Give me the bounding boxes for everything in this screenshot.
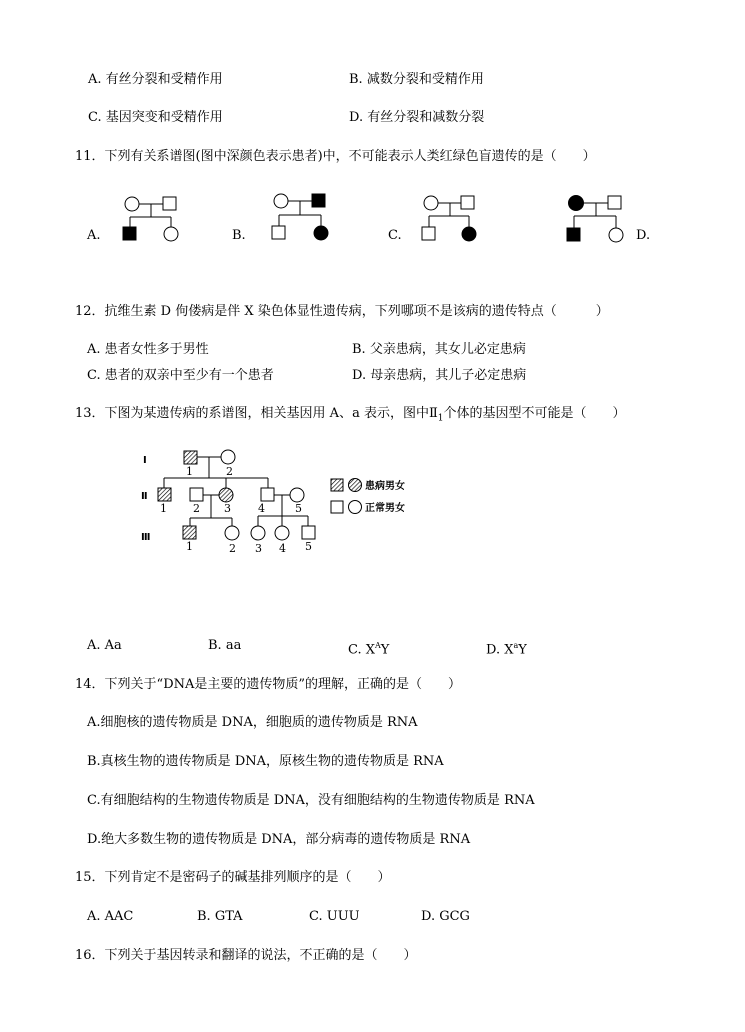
iii4-number: 4 [279, 542, 286, 555]
iii1-number: 1 [186, 540, 193, 553]
q13-pedigree [138, 440, 428, 560]
q10-option-d: D. 有丝分裂和减数分裂 [349, 110, 485, 125]
q14-option-b: B.真核生物的遗传物质是 DNA，原核生物的遗传物质是 RNA [87, 754, 444, 769]
ii1-affected-male [158, 488, 171, 501]
q12-option-c: C. 患者的双亲中至少有一个患者 [87, 368, 274, 383]
iii1-affected-male [183, 526, 196, 539]
q11-label-b: B. [232, 228, 246, 243]
i1-affected-male [184, 451, 197, 464]
legend-affected-male-icon [331, 479, 343, 491]
q15-option-b: B. GTA [197, 909, 243, 924]
q11-pedigree-c [417, 192, 479, 246]
q12-option-a: A. 患者女性多于男性 [87, 342, 209, 357]
i1-number: 1 [186, 465, 193, 478]
q16-stem: 16．下列关于基因转录和翻译的说法，不正确的是（ ） [75, 948, 417, 963]
iii5-number: 5 [305, 540, 312, 553]
q10-option-c: C. 基因突变和受精作用 [88, 110, 223, 125]
i2-normal-female [221, 450, 235, 464]
iii2-number: 2 [229, 542, 236, 555]
q11-pedigree-d [561, 191, 627, 247]
q11-label-a: A. [87, 228, 101, 243]
ii4-normal-male [261, 488, 274, 501]
q12-stem: 12．抗维生素 D 佝偻病是伴 X 染色体显性遗传病，下列哪项不是该病的遗传特点（ ） [75, 304, 609, 319]
q14-stem: 14．下列关于“DNA是主要的遗传物质”的理解，正确的是（ ） [75, 677, 462, 692]
q13-stem: 13．下图为某遗传病的系谱图，相关基因用 A、a 表示，图中$Ⅱ_1$个体的基因型不可能是（ ） [75, 406, 626, 424]
q11-stem: 11．下列有关系谱图(图中深颜色表示患者)中，不可能表示人类红绿色盲遗传的是（ ） [75, 149, 596, 164]
generation-label-1: Ⅰ [143, 455, 147, 466]
ii2-normal-male [190, 488, 203, 501]
iii3-number: 3 [255, 542, 262, 555]
iii3-normal-female [251, 526, 265, 540]
i2-number: 2 [226, 465, 233, 478]
q10-option-a: A. 有丝分裂和受精作用 [88, 72, 223, 87]
ii5-normal-female [290, 488, 304, 502]
q13-option-a: A. Aa [87, 638, 122, 653]
q13-option-c: C. $X^AY$ [348, 641, 390, 658]
q14-option-d: D.绝大多数生物的遗传物质是 DNA，部分病毒的遗传物质是 RNA [87, 832, 471, 847]
q11-label-d: D. [636, 228, 651, 243]
legend-affected-label: 患病男女 [365, 481, 405, 492]
q15-stem: 15．下列肯定不是密码子的碱基排列顺序的是（ ） [75, 870, 391, 885]
q15-option-c: C. UUU [309, 909, 360, 924]
q11-pedigree-b [267, 190, 329, 244]
q11-pedigree-a [118, 192, 180, 246]
generation-label-3: Ⅲ [141, 532, 151, 543]
q15-option-d: D. GCG [421, 909, 470, 924]
q12-option-d: D. 母亲患病，其儿子必定患病 [352, 368, 527, 383]
q14-option-c: C.有细胞结构的生物遗传物质是 DNA，没有细胞结构的生物遗传物质是 RNA [87, 793, 535, 808]
q10-option-b: B. 减数分裂和受精作用 [349, 72, 484, 87]
iii5-normal-male [302, 526, 315, 539]
q14-option-a: A.细胞核的遗传物质是 DNA，细胞质的遗传物质是 RNA [87, 715, 418, 730]
q13-option-d: D. $X^aY$ [486, 641, 527, 658]
q15-option-a: A. AAC [87, 909, 134, 924]
ii5-number: 5 [295, 502, 302, 515]
ii3-number: 3 [224, 502, 231, 515]
q13-option-b: B. aa [208, 638, 242, 653]
iii2-normal-female [225, 526, 239, 540]
legend-normal-female-icon [349, 501, 362, 514]
q11-label-c: C. [388, 228, 402, 243]
ii1-number: 1 [160, 502, 167, 515]
legend-normal-label: 正常男女 [365, 503, 405, 514]
q12-option-b: B. 父亲患病，其女儿必定患病 [352, 342, 526, 357]
legend-normal-male-icon [331, 501, 343, 513]
ii3-affected-female [219, 488, 233, 502]
ii2-number: 2 [193, 502, 200, 515]
legend-affected-female-icon [349, 479, 362, 492]
generation-label-2: Ⅱ [141, 491, 148, 502]
ii4-number: 4 [258, 502, 265, 515]
iii4-normal-female [275, 526, 289, 540]
